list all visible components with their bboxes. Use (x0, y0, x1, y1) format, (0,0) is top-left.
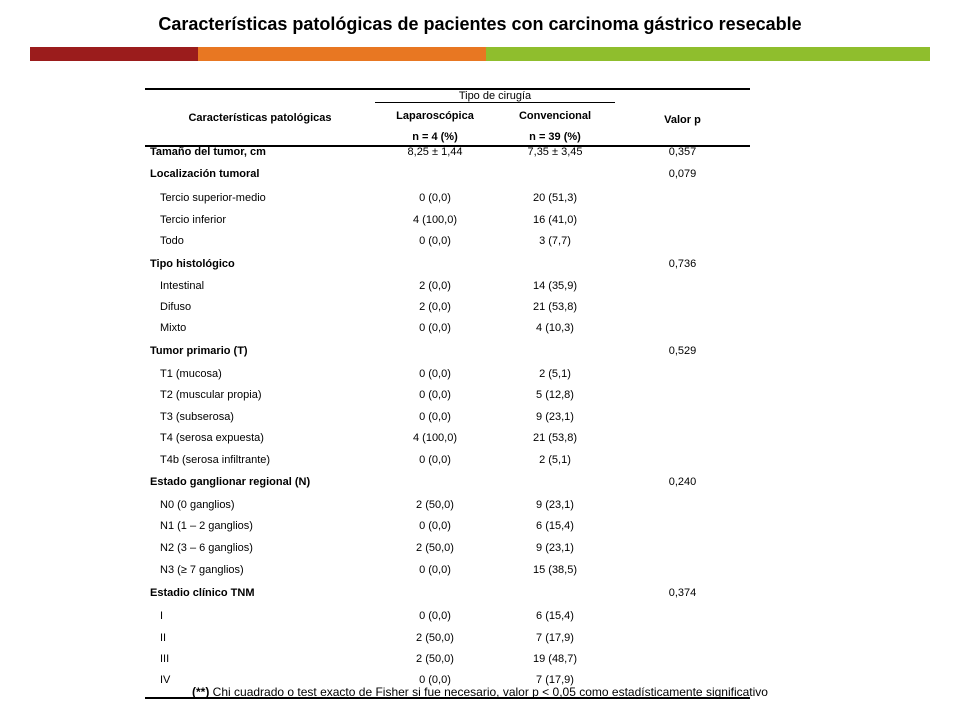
row-label: IV (160, 674, 171, 686)
cell-conventional: 7 (17,9) (536, 632, 574, 644)
cell-p-value: 0,529 (668, 345, 697, 357)
row-label: Intestinal (160, 280, 205, 292)
row-label: III (160, 653, 170, 665)
row-category-label: Estado ganglionar regional (N) (150, 476, 311, 488)
cell-laparoscopic: 0 (0,0) (419, 520, 451, 532)
cell-laparoscopic: 4 (100,0) (412, 214, 458, 226)
header-laparoscopic: Laparoscópica (396, 110, 474, 122)
cell-laparoscopic: 0 (0,0) (419, 389, 451, 401)
row-label: Tercio inferior (160, 214, 227, 226)
cell-laparoscopic: 2 (50,0) (416, 653, 454, 665)
footnote-text: Chi cuadrado o test exacto de Fisher si fue necesario, valor p < 0,05 como estadísticamente significativo (209, 685, 768, 699)
cell-p-value: 0,079 (668, 168, 697, 180)
cell-conventional: 9 (23,1) (536, 411, 574, 423)
row-category-label: Tamaño del tumor, cm (150, 146, 266, 158)
cell-conventional: 9 (23,1) (536, 499, 574, 511)
header-conventional: Convencional (518, 110, 592, 122)
row-label: T2 (muscular propia) (160, 389, 262, 401)
cell-conventional: 21 (53,8) (532, 301, 578, 313)
cell-laparoscopic: 0 (0,0) (419, 411, 451, 423)
cell-p-value: 0,357 (668, 146, 697, 158)
header-characteristics: Características patológicas (188, 112, 332, 124)
cell-conventional: 2 (5,1) (539, 454, 571, 466)
cell-conventional: 19 (48,7) (532, 653, 578, 665)
cell-laparoscopic: 2 (0,0) (419, 301, 451, 313)
header-conventional-n: n = 39 (%) (529, 131, 581, 143)
row-label: N1 (1 – 2 ganglios) (160, 520, 253, 532)
cell-laparoscopic: 0 (0,0) (419, 368, 451, 380)
cell-laparoscopic: 2 (50,0) (416, 499, 454, 511)
cell-conventional: 6 (15,4) (536, 610, 574, 622)
row-label: T4b (serosa infiltrante) (160, 454, 271, 466)
row-label: Todo (160, 235, 184, 247)
cell-conventional: 7,35 ± 3,45 (527, 146, 583, 158)
header-p-value: Valor p (664, 114, 701, 126)
header-laparoscopic-n: n = 4 (%) (412, 131, 458, 143)
cell-laparoscopic: 0 (0,0) (419, 235, 451, 247)
cell-p-value: 0,374 (668, 587, 697, 599)
cell-laparoscopic: 8,25 ± 1,44 (407, 146, 463, 158)
cell-conventional: 14 (35,9) (532, 280, 578, 292)
cell-conventional: 15 (38,5) (532, 564, 578, 576)
cell-laparoscopic: 0 (0,0) (419, 322, 451, 334)
footnote-mark: (**) (192, 685, 210, 699)
row-label: N2 (3 – 6 ganglios) (160, 542, 253, 554)
footnote (0, 685, 960, 699)
row-label: N3 (≥ 7 ganglios) (160, 564, 244, 576)
cell-conventional: 9 (23,1) (536, 542, 574, 554)
row-category-label: Tumor primario (T) (150, 345, 248, 357)
row-label: T1 (mucosa) (160, 368, 222, 380)
cell-laparoscopic: 0 (0,0) (419, 564, 451, 576)
cell-p-value: 0,240 (668, 476, 697, 488)
row-category-label: Estadio clínico TNM (150, 587, 255, 599)
cell-conventional: 20 (51,3) (532, 192, 578, 204)
cell-conventional: 5 (12,8) (536, 389, 574, 401)
cell-conventional: 21 (53,8) (532, 432, 578, 444)
accent-bar-red (30, 47, 198, 61)
row-label: Difuso (160, 301, 192, 313)
accent-bar-green (486, 47, 930, 61)
cell-laparoscopic: 2 (50,0) (416, 632, 454, 644)
cell-laparoscopic: 0 (0,0) (419, 454, 451, 466)
row-label: N0 (0 ganglios) (160, 499, 235, 511)
row-label: II (160, 632, 167, 644)
row-label: Tercio superior-medio (160, 192, 266, 204)
cell-laparoscopic: 4 (100,0) (412, 432, 458, 444)
row-category-label: Tipo histológico (150, 258, 235, 270)
cell-conventional: 6 (15,4) (536, 520, 574, 532)
cell-laparoscopic: 0 (0,0) (419, 610, 451, 622)
cell-laparoscopic: 2 (50,0) (416, 542, 454, 554)
row-label: Mixto (160, 322, 187, 334)
page-title: Características patológicas de pacientes con carcinoma gástrico resecable (158, 14, 802, 34)
cell-conventional: 3 (7,7) (539, 235, 571, 247)
cell-conventional: 7 (17,9) (536, 674, 574, 686)
cell-p-value: 0,736 (668, 258, 697, 270)
row-label: T4 (serosa expuesta) (160, 432, 264, 444)
accent-bar-orange (198, 47, 486, 61)
header-surgery-type: Tipo de cirugía (458, 90, 532, 102)
cell-laparoscopic: 0 (0,0) (419, 192, 451, 204)
cell-laparoscopic: 2 (0,0) (419, 280, 451, 292)
cell-conventional: 4 (10,3) (536, 322, 574, 334)
cell-laparoscopic: 0 (0,0) (419, 674, 451, 686)
row-label: T3 (subserosa) (160, 411, 234, 423)
row-label: I (160, 610, 164, 622)
cell-conventional: 16 (41,0) (532, 214, 578, 226)
cell-conventional: 2 (5,1) (539, 368, 571, 380)
row-category-label: Localización tumoral (150, 168, 260, 180)
